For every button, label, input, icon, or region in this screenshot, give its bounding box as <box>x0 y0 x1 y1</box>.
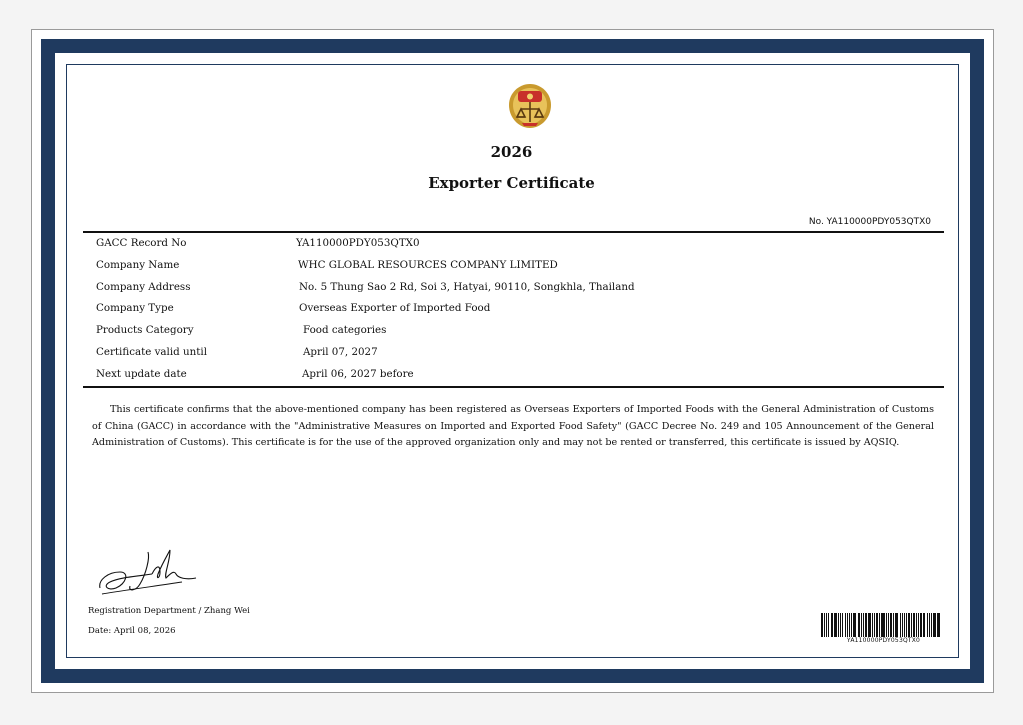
barcode-bar <box>824 613 825 637</box>
barcode-bar <box>923 613 924 637</box>
certificate-statement: This certificate confirms that the above-mentioned company has been registered as Overseas Exporters of Imported Foods with the General Administration of Customs of China (GACC) in accordance with the "Administrative Measures on Imported and Exported Food Safety" (GACC Decree No. 249 and 105 Announcement of the General Administration of Customs). This certificate is for the use of the approved organization only and may not be rented or transferred, this certificate is issued by AQSIQ. <box>92 404 934 448</box>
barcode-bar <box>832 613 833 637</box>
barcode-bar <box>938 613 940 637</box>
field-value: Food categories <box>303 324 387 337</box>
barcode-bar <box>869 613 871 637</box>
field-value: Overseas Exporter of Imported Food <box>299 302 491 315</box>
field-value: WHC GLOBAL RESOURCES COMPANY LIMITED <box>298 258 558 271</box>
barcode-bar <box>908 613 911 637</box>
barcode-bar <box>881 613 882 637</box>
registration-department: Registration Department / Zhang Wei <box>88 606 250 616</box>
barcode-bar <box>902 613 903 637</box>
field-label: Company Type <box>96 302 174 315</box>
barcode-bar <box>828 613 830 637</box>
barcode-text: YA110000PDY053QTX0 <box>846 637 921 644</box>
barcode-bar <box>849 613 850 637</box>
barcode-bar <box>851 613 852 637</box>
barcode-bar <box>834 613 837 637</box>
barcode-bar <box>924 613 925 637</box>
barcode-bar <box>853 613 855 637</box>
field-label: Company Address <box>96 280 191 293</box>
row-gacc-record-no <box>96 236 936 258</box>
barcode-bar <box>865 613 867 637</box>
row-company-name <box>96 258 936 280</box>
barcode-bar <box>906 613 907 637</box>
barcode-bar <box>879 613 880 637</box>
certificate-year: 2026 <box>490 143 533 161</box>
certificate-title: Exporter Certificate <box>428 174 595 192</box>
barcode-icon <box>821 613 946 637</box>
table-top-rule <box>83 231 944 233</box>
barcode-bar <box>840 613 841 637</box>
field-label: Certificate valid until <box>96 345 207 358</box>
handwritten-signature <box>96 544 206 600</box>
barcode-bar <box>931 613 932 637</box>
barcode-bar <box>838 613 839 637</box>
barcode-bar <box>847 613 848 637</box>
barcode-bar <box>868 613 869 637</box>
barcode-bar <box>890 613 892 637</box>
field-value: No. 5 Thung Sao 2 Rd, Soi 3, Hatyai, 90110, Songkhla, Thailand <box>299 280 635 293</box>
barcode-bar <box>886 613 887 637</box>
barcode-bar <box>831 613 832 637</box>
barcode-bar <box>863 613 864 637</box>
field-label: Products Category <box>96 324 194 337</box>
row-certificate-valid-until <box>96 345 936 367</box>
barcode-bar <box>918 613 919 637</box>
barcode-bar <box>937 613 938 637</box>
field-label: Next update date <box>96 367 187 380</box>
barcode-bar <box>872 613 873 637</box>
barcode-bar <box>895 613 896 637</box>
certificate-number: No. YA110000PDY053QTX0 <box>808 217 931 227</box>
barcode-bar <box>916 613 917 637</box>
barcode-bar <box>855 613 856 637</box>
barcode-bar <box>933 613 936 637</box>
field-value: YA110000PDY053QTX0 <box>296 237 420 249</box>
barcode-bar <box>821 613 823 637</box>
barcode-bar <box>904 613 905 637</box>
certificate-info-table <box>96 236 936 389</box>
barcode-bar <box>913 613 915 637</box>
field-label: Company Name <box>96 258 180 271</box>
barcode-bar <box>911 613 912 637</box>
barcode-bar <box>900 613 902 637</box>
barcode-bar <box>882 613 885 637</box>
barcode-bar <box>861 613 862 637</box>
barcode-bar <box>920 613 922 637</box>
barcode-bar <box>896 613 898 637</box>
barcode-bar <box>888 613 889 637</box>
table-bottom-rule <box>83 386 944 388</box>
field-value: April 06, 2027 before <box>302 367 414 380</box>
barcode-bar <box>929 613 930 637</box>
barcode-bar <box>874 613 875 637</box>
field-value: April 07, 2027 <box>303 345 378 358</box>
row-company-address <box>96 280 936 302</box>
row-products-category <box>96 323 936 345</box>
barcode-bar <box>842 613 844 637</box>
field-label: GACC Record No <box>96 237 187 249</box>
barcode-bar <box>858 613 861 637</box>
barcode-bar <box>893 613 894 637</box>
issue-date: Date: April 08, 2026 <box>88 626 176 636</box>
row-company-type <box>96 301 936 323</box>
barcode-bar <box>876 613 878 637</box>
national-emblem-icon <box>507 82 553 130</box>
barcode-bar <box>845 613 847 637</box>
barcode-bar <box>826 613 827 637</box>
barcode-bar <box>927 613 929 637</box>
